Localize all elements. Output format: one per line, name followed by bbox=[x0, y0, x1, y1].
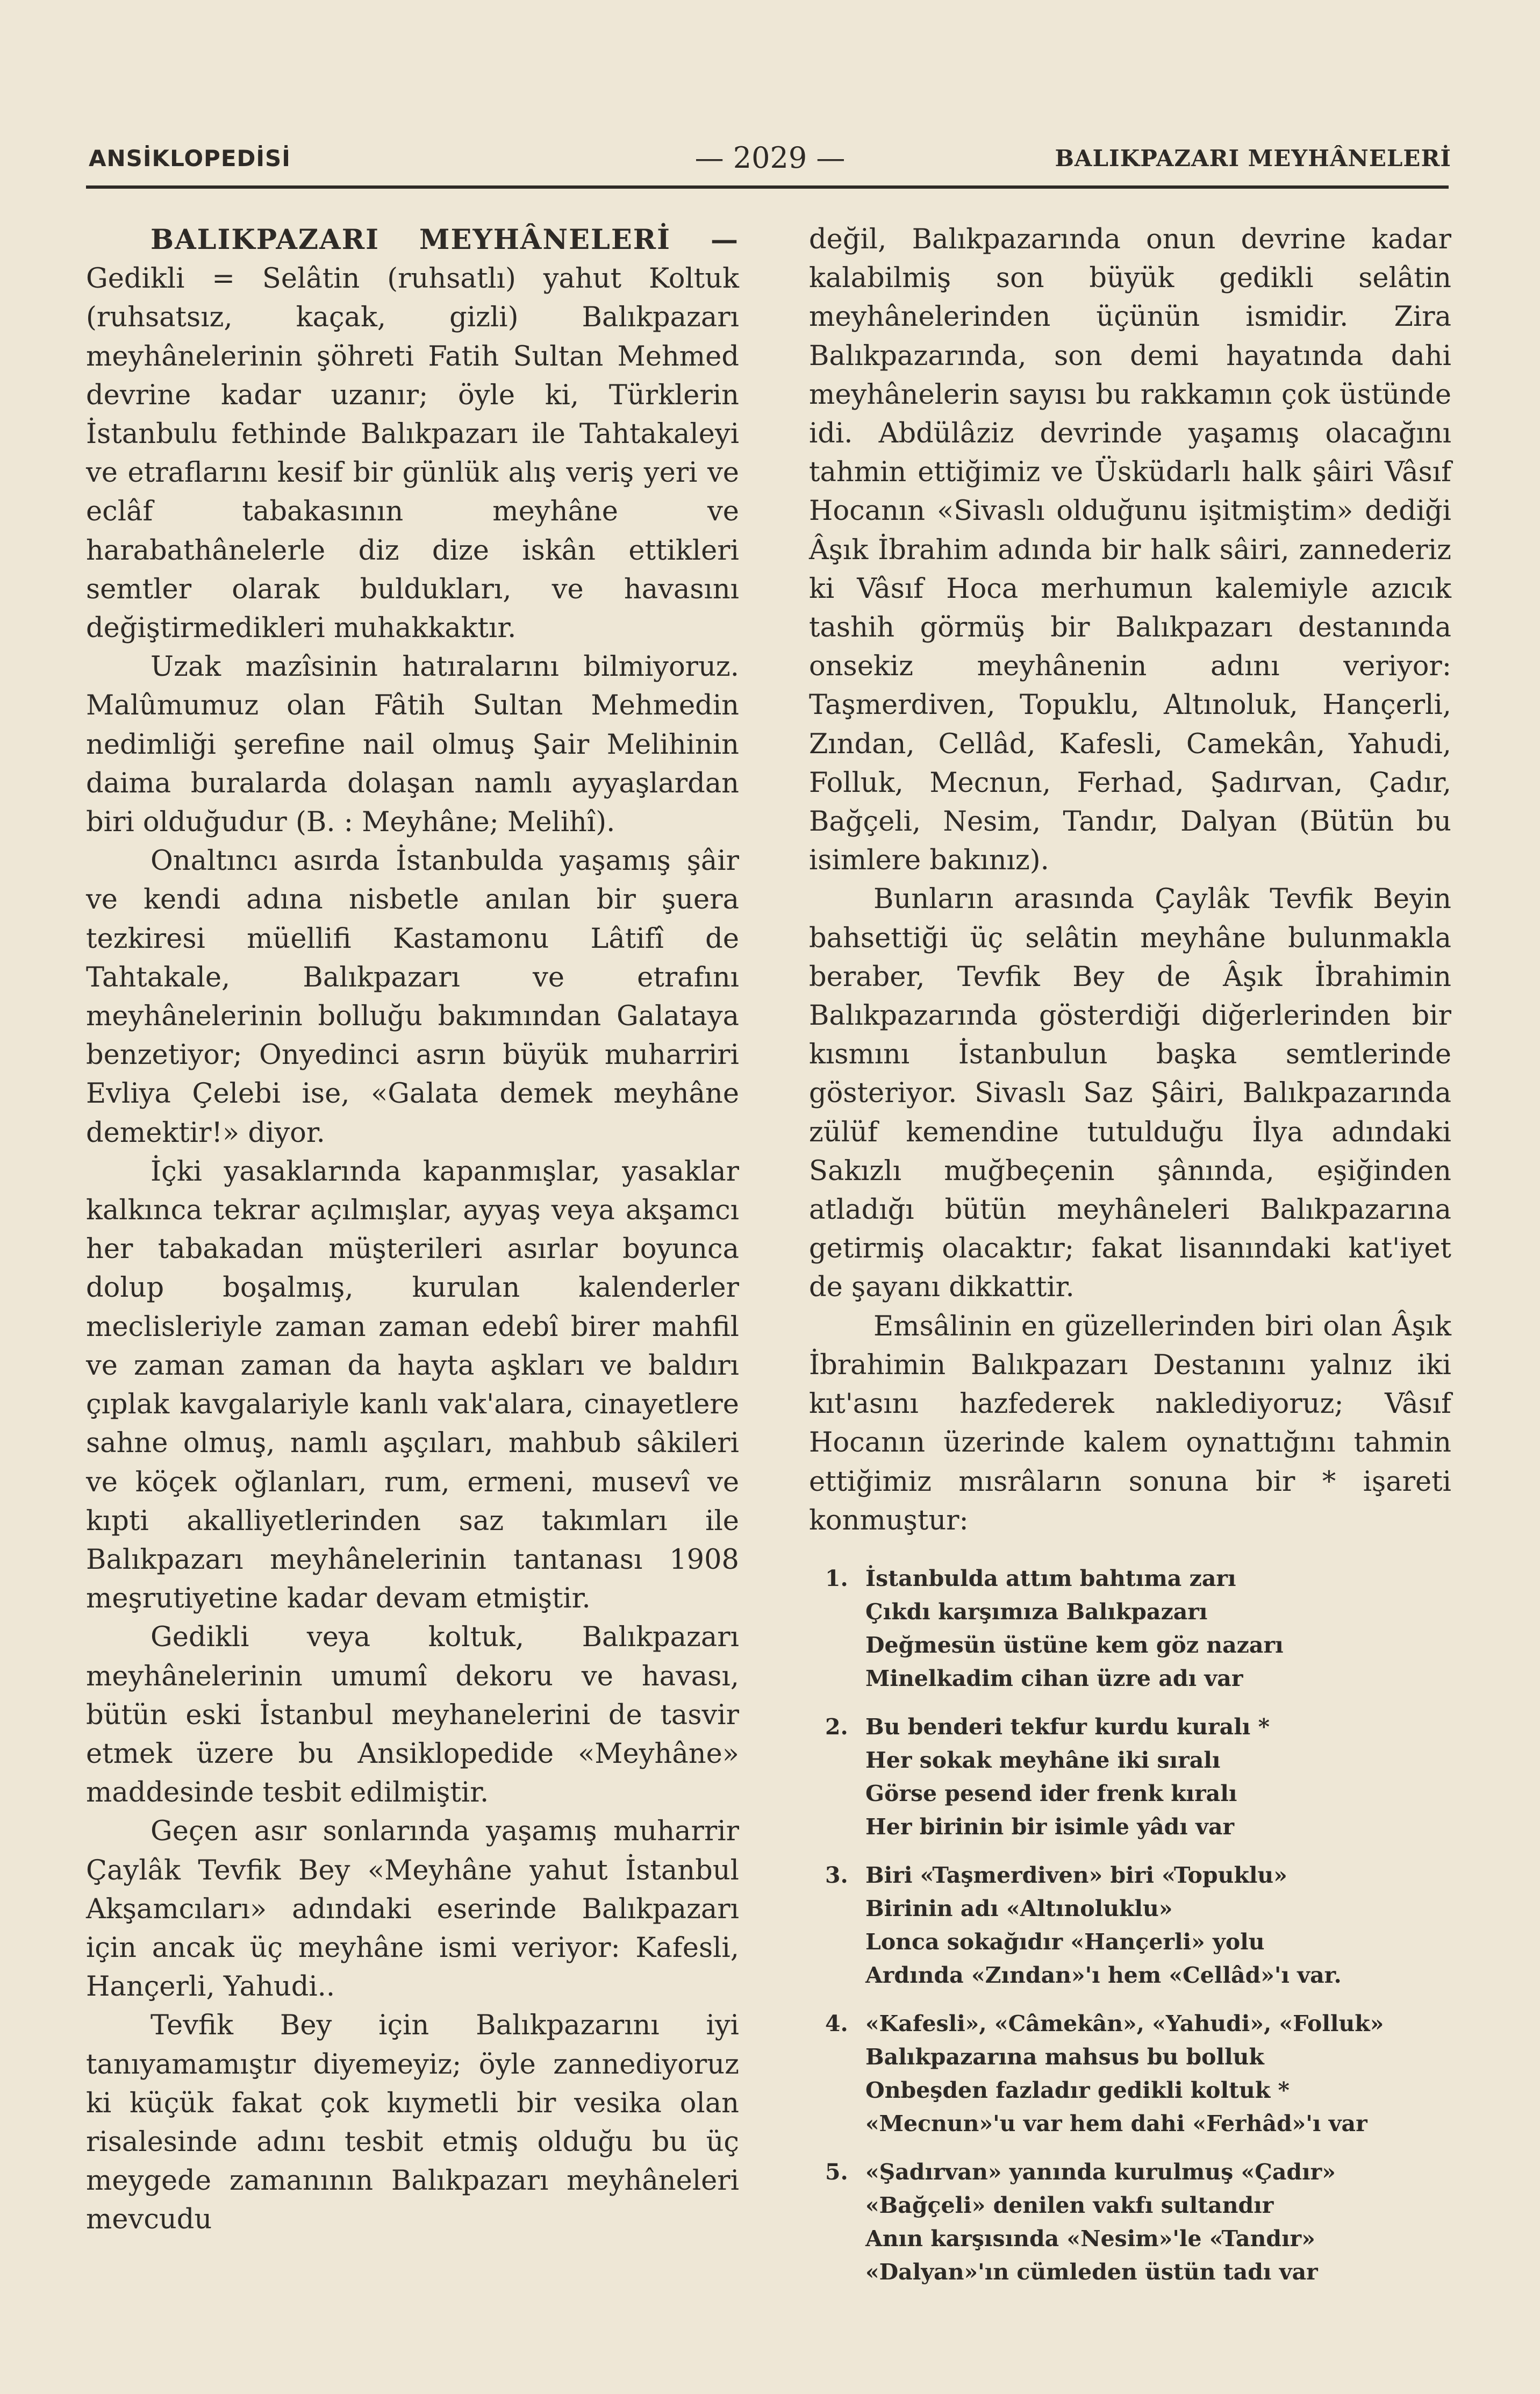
paragraph-5: Gedikli veya koltuk, Balıkpazarı meyhânelerinin umumî dekoru ve havası, bütün eski İstanbul meyhanelerini de tasvir etmek üzere bu Ansiklopedide «Meyhâne» maddesinde tesbit edilmiştir. bbox=[86, 1621, 739, 1809]
poem-stanza bbox=[809, 2007, 1451, 2140]
paragraph-4: İçki yasaklarında kapanmışlar, yasaklar kalkınca tekrar açılmışlar, ayyaş veya akşamcı her tabakadan müşterileri asırlar boyunca dolup boşalmış, kurulan kalenderler meclisleriyle zaman zaman edebî birer mahfil ve zaman zaman da hayta aşkları ve baldırı çıplak kavgalariyle kanlı vak'alara, cinayetlere sahne olmuş, namlı aşçıları, mahbub sâkileri ve köçek oğlanları, rum, ermeni, musevî ve kıpti akalliyetlerinden saz takımları ile Balıkpazarı meyhânelerinin tantanası 1908 meşrutiyetine kadar devam etmiştir. bbox=[86, 1155, 739, 1615]
poem bbox=[809, 1562, 1451, 2289]
stanza-number: 2. bbox=[825, 1713, 848, 1740]
poem-line: İstanbulda attım bahtıma zarı bbox=[865, 1565, 1236, 1591]
stanza-number: 1. bbox=[825, 1565, 848, 1591]
poem-line: Balıkpazarına mahsus bu bolluk bbox=[865, 2043, 1264, 2070]
poem-line: Onbeşden fazladır gedikli koltuk * bbox=[865, 2077, 1290, 2103]
right-column bbox=[809, 220, 1451, 2304]
stanza-number: 3. bbox=[825, 1862, 848, 1888]
paragraph-1 bbox=[86, 220, 739, 648]
poem-line: «Şadırvan» yanında kurulmuş «Çadır» bbox=[865, 2159, 1336, 2185]
poem-line: Her birinin bir isimle yâdı var bbox=[865, 1813, 1235, 1840]
paragraph-7: Tevfik Bey için Balıkpazarını iyi tanıyamamıştır diyemeyiz; öyle zannediyoruz ki küçük fakat çok kıymetli bir vesika olan risalesinde adını tesbit etmiş olduğu bu üç meygede zamanının Balıkpazarı meyhâneleri mevcudu bbox=[86, 2010, 739, 2236]
paragraph-9: Bunların arasında Çaylâk Tevfik Beyin bahsettiği üç selâtin meyhâne bulunmakla beraber, Tevfik Bey de Âşık İbrahimin Balıkpazarında gösterdiği diğerlerinden bir kısmını İstanbulun başka semtlerinde gösteriyor. Sivaslı Saz Şâiri, Balıkpazarında zülüf kemendine tutulduğu İlya adındaki Sakızlı muğbeçenin şânında, eşiğinden atladığı bütün meyhâneleri Balıkpazarına getirmiş olacaktır; fakat lisanındaki kat'iyet de şayanı dikkattir. bbox=[809, 883, 1451, 1304]
poem-line: «Bağçeli» denilen vakfı sultandır bbox=[865, 2192, 1274, 2218]
stanza-number: 5. bbox=[825, 2159, 848, 2185]
poem-line: Anın karşısında «Nesim»'le «Tandır» bbox=[865, 2225, 1315, 2252]
poem-line: Görse pesend ider frenk kıralı bbox=[865, 1780, 1237, 1806]
poem-stanza bbox=[809, 1859, 1451, 1992]
article-title: BALIKPAZARI MEYHÂNELERİ — bbox=[151, 224, 739, 256]
poem-line: Çıkdı karşımıza Balıkpazarı bbox=[865, 1598, 1208, 1625]
page-number: — 2029 — bbox=[694, 141, 846, 175]
poem-line: «Mecnun»'u var hem dahi «Ferhâd»'ı var bbox=[865, 2110, 1367, 2136]
paragraph-2: Uzak mazîsinin hatıralarını bilmiyoruz. Malûmumuz olan Fâtih Sultan Mehmedin nedimliği şerefine nail olmuş Şair Melihinin daima buralarda dolaşan namlı ayyaşlardan biri olduğudur (B. : Meyhâne; Melihî). bbox=[86, 651, 739, 839]
poem-line: Minelkadim cihan üzre adı var bbox=[865, 1665, 1243, 1691]
poem-line: Bu benderi tekfur kurdu kuralı * bbox=[865, 1713, 1270, 1740]
running-header-right: BALIKPAZARI MEYHÂNELERİ bbox=[1055, 145, 1451, 171]
poem-line: Değmesün üstüne kem göz nazarı bbox=[865, 1632, 1284, 1658]
paragraph-10: Emsâlinin en güzellerinden biri olan Âşık İbrahimin Balıkpazarı Destanını yalnız iki kıt'asını hazfederek naklediyoruz; Vâsıf Hocanın üzerinde kalem oynattığını tahmin ettiğimiz mısrâların sonuna bir * işareti konmuştur: bbox=[809, 1310, 1451, 1537]
paragraph-6: Geçen asır sonlarında yaşamış muharrir Çaylâk Tevfik Bey «Meyhâne yahut İstanbul Akşamcıları» adındaki eserinde Balıkpazarı için ancak üç meyhâne ismi veriyor: Kafesli, Hançerli, Yahudi.. bbox=[86, 1816, 739, 2003]
paragraph-text: Gedikli = Selâtin (ruhsatlı) yahut Koltuk (ruhsatsız, kaçak, gizli) Balıkpazarı meyhânelerinin şöhreti Fatih Sultan Mehmed devrine kadar uzanır; öyle ki, Türklerin İstanbulu fethinde Balıkpazarı ile Tahtakaleyi ve etraflarını kesif bir günlük alış veriş yeri ve eclâf tabakasının meyhâne ve harabathânelerle diz dize iskân ettikleri semtler olarak buldukları, ve havasını değiştirmedikleri muhakkaktır. bbox=[86, 263, 739, 645]
poem-line: Biri «Taşmerdiven» biri «Topuklu» bbox=[865, 1862, 1287, 1888]
poem-line: «Kafesli», «Câmekân», «Yahudi», «Folluk» bbox=[865, 2010, 1384, 2036]
left-column bbox=[86, 220, 739, 2240]
poem-line: «Dalyan»'ın cümleden üstün tadı var bbox=[865, 2259, 1318, 2285]
paragraph-3: Onaltıncı asırda İstanbulda yaşamış şâir ve kendi adına nisbetle anılan bir şuera tezkiresi müellifi Kastamonu Lâtifî de Tahtakale, Balıkpazarı ve etrafını meyhânelerinin bolluğu bakımından Galataya benzetiyor; Onyedinci asrın büyük muharriri Evliya Çelebi ise, «Galata demek meyhâne demektir!» diyor. bbox=[86, 845, 739, 1149]
poem-stanza bbox=[809, 1562, 1451, 1695]
running-header-left: ANSİKLOPEDİSİ bbox=[89, 145, 291, 171]
header-rule bbox=[86, 185, 1449, 189]
poem-line: Birinin adı «Altınoluklu» bbox=[865, 1895, 1173, 1921]
paragraph-8: değil, Balıkpazarında onun devrine kadar kalabilmiş son büyük gedikli selâtin meyhânelerinden üçünün ismidir. Zira Balıkpazarında, son demi hayatında dahi meyhânelerin sayısı bu rakkamın çok üstünde idi. Abdülâziz devrinde yaşamış olacağını tahmin ettiğimiz ve Üsküdarlı halk şâiri Vâsıf Hocanın «Sivaslı olduğunu işitmiştim» dediği Âşık İbrahim adında bir halk sâiri, zannederiz ki Vâsıf Hoca merhumun kalemiyle azıcık tashih görmüş bir Balıkpazarı destanında onsekiz meyhânenin adını veriyor: Taşmerdiven, Topuklu, Altınoluk, Hançerli, Zından, Cellâd, Kafesli, Camekân, Yahudi, Folluk, Mecnun, Ferhad, Şadırvan, Çadır, Bağçeli, Nesim, Tandır, Dalyan (Bütün bu isimlere bakınız). bbox=[809, 224, 1451, 877]
poem-stanza bbox=[809, 2155, 1451, 2289]
stanza-number: 4. bbox=[825, 2010, 848, 2036]
poem-line: Her sokak meyhâne iki sıralı bbox=[865, 1747, 1221, 1773]
poem-stanza bbox=[809, 1710, 1451, 1843]
poem-line: Lonca sokağıdır «Hançerli» yolu bbox=[865, 1928, 1265, 1955]
poem-line: Ardında «Zından»'ı hem «Cellâd»'ı var. bbox=[865, 1962, 1342, 1988]
